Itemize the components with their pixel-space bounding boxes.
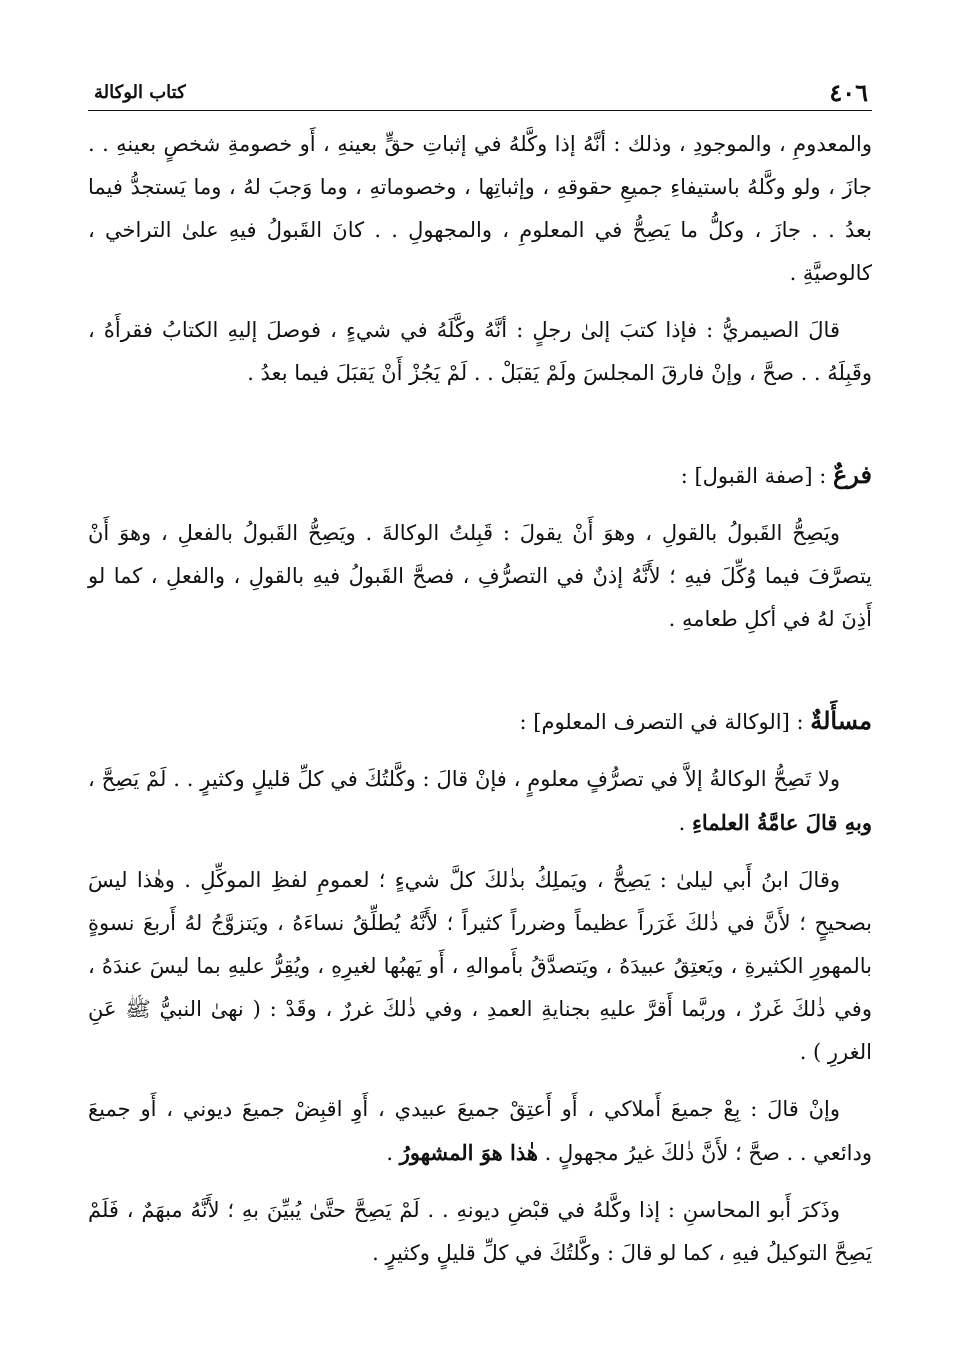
- paragraph-4: [88, 758, 872, 845]
- heading-text-1: : [صفة القبول] :: [680, 464, 833, 488]
- page-header: [88, 70, 872, 111]
- heading-label-far: فرعٌ: [832, 460, 872, 489]
- paragraph-6-end: .: [386, 1141, 400, 1165]
- section-heading-2: [88, 699, 872, 744]
- paragraph-2: قالَ الصيمريُّ : فإذا كتبَ إلىٰ رجلٍ : أنَّهُ وكَّلَهُ في شيءٍ ، فوصلَ إليهِ الكتابُ فقرأَهُ ، وقَبِلَهُ . . صحَّ ، وإنْ فارقَ المجلسَ ولَمْ يَقبَلْ . . لَمْ يَجُزْ أَنْ يَقبَلَ فيما بعدُ .: [88, 318, 872, 385]
- heading-label-masala: مسأَلةٌ: [810, 706, 872, 735]
- paragraph-5: وقالَ ابنُ أَبي ليلىٰ : يَصِحُّ ، ويَملِكُ بذٰلكَ كلَّ شيءٍ ؛ لعمومِ لفظِ الموكِّلِ . وهٰذا ليسَ بصحيحٍ ؛ لأَنَّ في ذٰلكَ غَرَراً عظيماً وضرراً كثيراً ؛ لأَنَّهُ يُطلِّقُ نساءَهُ ، ويَتزوَّجُ لهُ أَربعَ نسوةٍ بالمهورِ الكثيرةِ ، ويَعتِقُ عبيدَهُ ، ويَتصدَّقُ بأَموالهِ ، أَو يَهبُها لغيرِهِ ، ويُقِرُّ عليهِ بما ليسَ عندَهُ ، وفي ذٰلكَ غَررٌ ، وربَّما أَقرَّ عليهِ بجنايةِ العمدِ ، وفي ذٰلكَ غررٌ ، وقَدْ : ( نهىٰ النبيُّ ﷺ عَنِ الغررِ ) .: [88, 868, 872, 1064]
- paragraph-4-end: .: [678, 811, 692, 835]
- book-page: [88, 70, 872, 1320]
- paragraph-6: [88, 1088, 872, 1175]
- paragraph-4-text: ولا تَصِحُّ الوكالةُ إلاَّ في تصرُّفٍ معلومٍ ، فإنْ قالَ : وكَّلتُكَ في كلِّ قليلٍ وكثيرٍ . . لَمْ يَصِحَّ ،: [88, 767, 840, 791]
- paragraph-7: وذَكرَ أَبو المحاسنِ : إذا وكَّلهُ في قبْضِ ديونهِ . . لَمْ يَصِحَّ حتَّىٰ يُبيِّنَ بهِ ؛ لأَنَّهُ مبهَمٌ ، فَلَمْ يَصِحَّ التوكيلُ فيهِ ، كما لو قالَ : وكَّلتُكَ في كلِّ قليلٍ وكثيرٍ .: [88, 1198, 872, 1265]
- paragraph-4-bold: وبهِ قالَ عامَّةُ العلماءِ: [691, 810, 872, 835]
- section-heading-1: [88, 453, 872, 498]
- running-title: كتاب الوكالة: [94, 82, 186, 103]
- paragraph-1: والمعدومِ ، والموجودِ ، وذلك : أنَّهُ إذا وكَّلهُ في إثباتِ حقٍّ بعينهِ ، أَو خصومةِ شخصٍ بعينهِ . . جازَ ، ولو وكَّلهُ باستيفاءِ جميعِ حقوقهِ ، وإثباتِها ، وخصوماتهِ ، وما وَجبَ لهُ ، وما يَستجدُّ فيما بعدُ . . جازَ ، وكلُّ ما يَصِحُّ في المعلومِ ، والمجهولِ . . كانَ القَبولُ فيهِ علىٰ التراخي ، كالوصيَّةِ .: [88, 132, 872, 285]
- paragraph-6-bold: هٰذا هوَ المشهورُ: [399, 1140, 538, 1165]
- page-body: [88, 123, 872, 1275]
- paragraph-3: ويَصِحُّ القَبولُ بالقولِ ، وهوَ أَنْ يقولَ : قَبِلتُ الوكالةَ . ويَصِحُّ القَبولُ بالفعلِ ، وهوَ أَنْ يتصرَّفَ فيما وُكِّلَ فيهِ ؛ لأَنَّهُ إذنٌ في التصرُّفِ ، فصحَّ القَبولُ فيهِ بالقولِ ، والفعلِ ، كما لو أَذِنَ لهُ في أكلِ طعامهِ .: [88, 521, 872, 631]
- page-number: ٤٠٦: [829, 78, 868, 107]
- heading-text-2: : [الوكالة في التصرف المعلوم] :: [519, 710, 811, 734]
- paragraph-6-text: وإنْ قالَ : بِعْ جميعَ أَملاكي ، أَو أَعتِقْ جميعَ عبيدي ، أَوِ اقبِضْ جميعَ ديوني ، أَو جميعَ ودائعي . . صحَّ ؛ لأَنَّ ذٰلكَ غيرُ مجهولٍ .: [88, 1097, 872, 1165]
